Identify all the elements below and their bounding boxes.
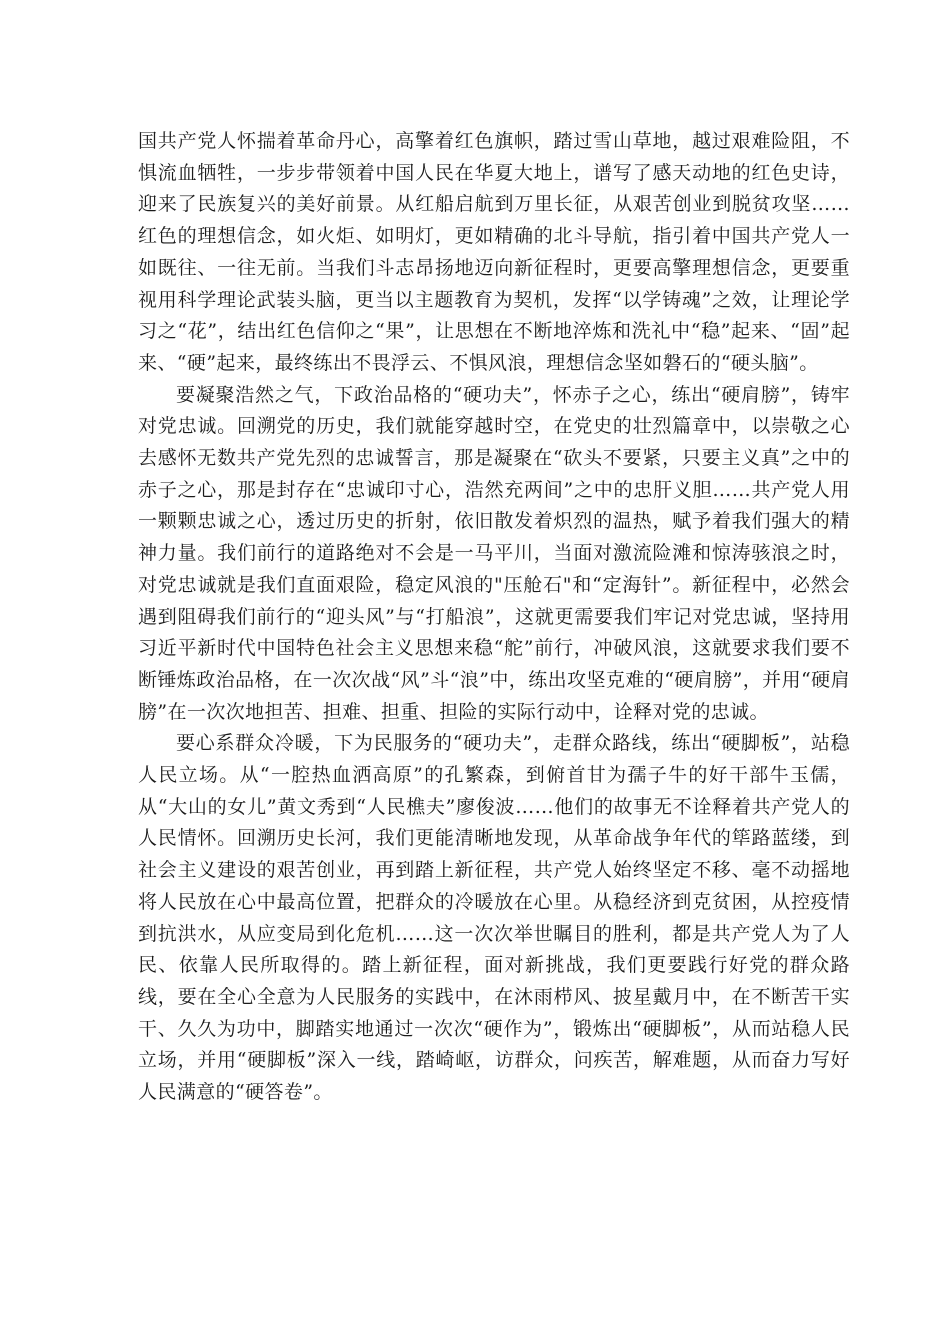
document-body [138,126,850,1109]
paragraph-loyalty: 要凝聚浩然之气，下政治品格的“硬功夫”，怀赤子之心，练出“硬肩膀”，铸牢对党忠诚。回溯党的历史，我们就能穿越时空，在党史的壮烈篇章中，以崇敬之心去感怀无数共产党先烈的忠诚誓言，那是凝聚在“砍头不要紧，只要主义真”之中的赤子之心，那是封存在“忠诚印寸心，浩然充两间”之中的忠肝义胆……共产党人用一颗颗忠诚之心，透过历史的折射，依旧散发着炽烈的温热，赋予着我们强大的精神力量。我们前行的道路绝对不会是一马平川，当面对激流险滩和惊涛骇浪之时，对党忠诚就是我们直面艰险，稳定风浪的"压舱石"和“定海针”。新征程中，必然会遇到阻碍我们前行的“迎头风”与“打船浪”，这就更需要我们牢记对党忠诚，坚持用习近平新时代中国特色社会主义思想来稳“舵”前行，冲破风浪，这就要求我们要不断锤炼政治品格，在一次次战“风”斗“浪”中，练出攻坚克难的“硬肩膀”，并用“硬肩膀”在一次次地担苦、担难、担重、担险的实际行动中，诠释对党的忠诚。 [138,383,850,723]
paragraph-ideals: 国共产党人怀揣着革命丹心，高擎着红色旗帜，踏过雪山草地，越过艰难险阻，不惧流血牺牲，一步步带领着中国人民在华夏大地上，谱写了感天动地的红色史诗，迎来了民族复兴的美好前景。从红船启航到万里长征，从艰苦创业到脱贫攻坚……红色的理想信念，如火炬、如明灯，更如精确的北斗导航，指引着中国共产党人一如既往、一往无前。当我们斗志昂扬地迈向新征程时，更要高擎理想信念，更要重视用科学理论武装头脑，更当以主题教育为契机，发挥“以学铸魂”之效，让理论学习之“花”，结出红色信仰之“果”，让思想在不断地淬炼和洗礼中“稳”起来、“固”起来、“硬”起来，最终练出不畏浮云、不惧风浪，理想信念坚如磐石的“硬头脑”。 [138,130,850,374]
paragraph-people: 要心系群众冷暖，下为民服务的“硬功夫”，走群众路线，练出“硬脚板”，站稳人民立场。从“一腔热血洒高原”的孔繁森，到俯首甘为孺子牛的好干部牛玉儒，从“大山的女儿”黄文秀到“人民樵夫”廖俊波……他们的故事无不诠释着共产党人的人民情怀。回溯历史长河，我们更能清晰地发现，从革命战争年代的筚路蓝缕，到社会主义建设的艰苦创业，再到踏上新征程，共产党人始终坚定不移、毫不动摇地将人民放在心中最高位置，把群众的冷暖放在心里。从稳经济到克贫困，从控疫情到抗洪水，从应变局到化危机……这一次次举世瞩目的胜利，都是共产党人为了人民、依靠人民所取得的。踏上新征程，面对新挑战，我们更要践行好党的群众路线，要在全心全意为人民服务的实践中，在沐雨栉风、披星戴月中，在不断苦干实干、久久为功中，脚踏实地通过一次次“硬作为”，锻炼出“硬脚板”，从而站稳人民立场，并用“硬脚板”深入一线，踏崎岖，访群众，问疾苦，解难题，从而奋力写好人民满意的“硬答卷”。 [138,732,850,1104]
